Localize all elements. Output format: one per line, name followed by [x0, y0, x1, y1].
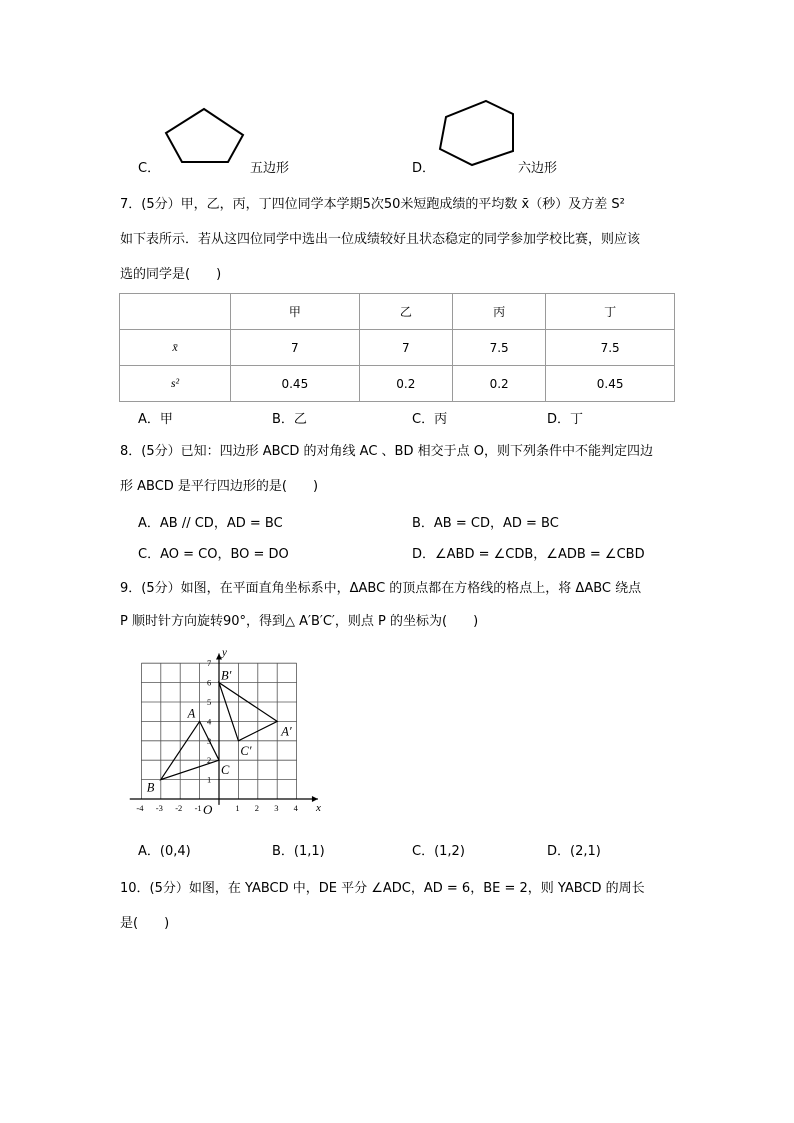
y-tick-label: 4	[207, 716, 212, 727]
y-axis-label: y	[222, 646, 227, 659]
point-label: A	[187, 706, 196, 721]
q9-stem-line1: 9．(5分）如图，在平面直角坐标系中，ΔABC 的顶点都在方格线的格点上，将 ΔABC 绕点	[120, 581, 642, 596]
table-cell: 丁	[546, 294, 675, 330]
x-tick-label: -1	[194, 803, 202, 813]
y-tick-label: 3	[207, 735, 212, 746]
q9-stem-line2: P 顺时针方向旋转90°，得到△ A′B′C′，则点 P 的坐标为( )	[120, 614, 479, 629]
q7-stem-line3: 选的同学是( )	[120, 267, 222, 282]
q9-option-a: A．(0,4)	[138, 844, 191, 859]
q8-stem-line2: 形 ABCD 是平行四边形的是( )	[120, 479, 319, 494]
point-label: B	[146, 780, 155, 795]
table-cell: 7.5	[452, 330, 545, 366]
table-cell: 7	[231, 330, 360, 366]
q8-option-d: D．∠ABD = ∠CDB，∠ADB = ∠CBD	[412, 547, 645, 562]
x-tick-label: 2	[254, 803, 260, 813]
q9-option-b: B．(1,1)	[272, 844, 325, 859]
x-tick-label: 4	[293, 803, 298, 813]
table-cell: 0.45	[231, 366, 360, 402]
x-axis-label: x	[315, 802, 321, 814]
q7-option-d: D．丁	[547, 412, 584, 427]
table-cell: 0.45	[546, 366, 675, 402]
table-row	[120, 366, 675, 402]
y-tick-label: 7	[207, 658, 212, 669]
pentagon-figure	[160, 104, 250, 170]
q9-option-c: C．(1,2)	[412, 844, 465, 859]
table-cell: 甲	[231, 294, 360, 330]
x-tick-label: -4	[136, 803, 144, 813]
q8-option-a: A．AB // CD，AD = BC	[138, 516, 283, 531]
triangle-abc	[161, 721, 219, 779]
y-tick-label: 5	[207, 697, 212, 707]
table-cell: 0.2	[452, 366, 545, 402]
table-cell: 丙	[452, 294, 545, 330]
q10-stem-line1: 10．(5分）如图，在 YABCD 中，DE 平分 ∠ADC，AD = 6，BE = 2，则 YABCD 的周长	[120, 881, 645, 896]
q7-option-c: C．丙	[412, 412, 448, 427]
origin-label: O	[203, 802, 213, 817]
q7-option-a: A．甲	[138, 412, 173, 427]
table-cell	[120, 294, 231, 330]
x-tick-label: -3	[155, 803, 163, 813]
hexagon-figure	[432, 95, 522, 171]
q8-stem-line1: 8．(5分）已知：四边形 ABCD 的对角线 AC 、BD 相交于点 O，则下列条件中不能判定四边	[120, 444, 653, 459]
point-label: C′	[240, 743, 252, 758]
q6-option-c-letter: C．	[138, 161, 161, 176]
point-label: A′	[281, 724, 292, 739]
q8-option-b: B．AB = CD，AD = BC	[412, 516, 559, 531]
q7-stem-line1: 7．(5分）甲，乙，丙，丁四位同学本学期5次50米短跑成绩的平均数 x̄（秒）及方差 S²	[120, 197, 625, 212]
table-cell: 乙	[359, 294, 452, 330]
x-tick-label: -2	[175, 803, 183, 813]
table-cell: x̄	[120, 330, 231, 366]
triangle-abc-prime	[219, 683, 277, 741]
q7-stats-table	[119, 293, 675, 402]
y-tick-label: 2	[207, 755, 212, 766]
q8-option-c: C．AO = CO，BO = DO	[138, 547, 289, 562]
q9-option-d: D．(2,1)	[547, 844, 601, 859]
point-label: C	[221, 763, 230, 778]
x-tick-label: 1	[235, 803, 240, 813]
y-tick-label: 6	[207, 677, 212, 688]
q6-option-c-label: 五边形	[250, 161, 290, 176]
y-tick-label: 1	[207, 774, 212, 785]
table-cell: 0.2	[359, 366, 452, 402]
q6-option-d-label: 六边形	[518, 161, 558, 176]
table-cell: s²	[120, 366, 231, 402]
x-tick-label: 3	[274, 803, 279, 813]
table-cell: 7.5	[546, 330, 675, 366]
q10-stem-line2: 是( )	[120, 916, 170, 931]
table-header-row	[120, 294, 675, 330]
q7-stem-line2: 如下表所示．若从这四位同学中选出一位成绩较好且状态稳定的同学参加学校比赛，则应该	[120, 232, 641, 247]
table-row	[120, 330, 675, 366]
q9-coordinate-grid-figure	[118, 640, 338, 820]
q6-option-d-letter: D．	[412, 161, 436, 176]
q7-option-b: B．乙	[272, 412, 307, 427]
table-cell: 7	[359, 330, 452, 366]
point-label: B′	[221, 668, 232, 683]
